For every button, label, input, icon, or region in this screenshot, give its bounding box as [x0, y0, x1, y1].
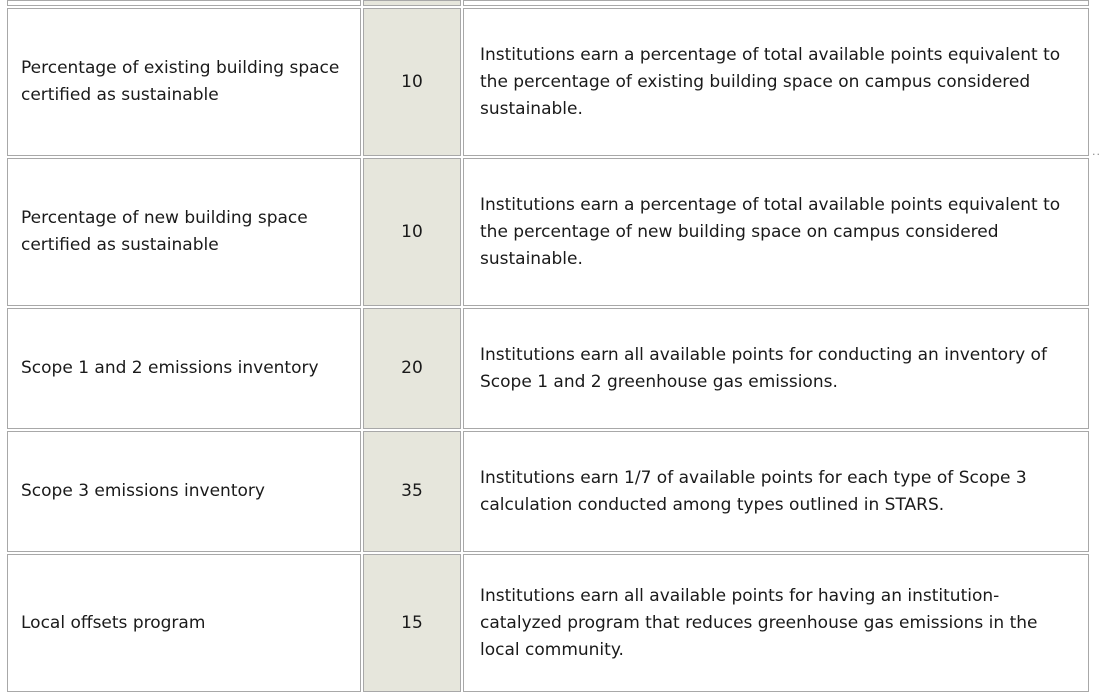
- description-text: Institutions earn all available points for conducting an inventory of Scope 1 and 2 greenhouse gas emissions.: [480, 344, 1047, 392]
- criterion-cell: [7, 308, 361, 429]
- description-cell: [463, 8, 1089, 156]
- criterion-cell: [7, 8, 361, 156]
- description-cell: [463, 0, 1089, 6]
- table-row: [6, 157, 1090, 307]
- points-cell: [363, 431, 461, 552]
- points-cell: [363, 0, 461, 6]
- points-value: 15: [401, 612, 423, 633]
- criterion-cell: [7, 554, 361, 692]
- scoring-table: [6, 0, 1090, 699]
- points-cell: [363, 554, 461, 692]
- description-cell: [463, 158, 1089, 306]
- table-row-partial-top: [6, 0, 1090, 7]
- criterion-text: Scope 3 emissions inventory: [21, 481, 265, 501]
- description-cell: [463, 308, 1089, 429]
- description-text: Institutions earn 1/7 of available points for each type of Scope 3 calculation conducted among types outlined in STARS.: [480, 467, 1027, 515]
- criterion-text: Local offsets program: [21, 612, 206, 633]
- description-text: Institutions earn a percentage of total available points equivalent to the percentage of new building space on campus considered sustainable.: [480, 194, 1061, 269]
- points-value: 35: [401, 481, 423, 501]
- description-cell: [463, 431, 1089, 552]
- table-row: [6, 430, 1090, 553]
- table-row: [6, 553, 1090, 693]
- description-text: Institutions earn all available points for having an institution-catalyzed program that reduces greenhouse gas emissions in the local community.: [480, 585, 1038, 660]
- edge-marker: ··: [1092, 148, 1101, 161]
- points-value: 20: [401, 358, 423, 378]
- description-text: Institutions earn a percentage of total available points equivalent to the percentage of existing building space on campus considered sustainable.: [480, 44, 1061, 119]
- criterion-text: Percentage of new building space certified as sustainable: [21, 208, 308, 255]
- table-row: [6, 307, 1090, 430]
- criterion-text: Percentage of existing building space certified as sustainable: [21, 58, 340, 105]
- criterion-cell: [7, 0, 361, 6]
- points-cell: [363, 8, 461, 156]
- points-cell: [363, 308, 461, 429]
- table-row: [6, 7, 1090, 157]
- criterion-cell: [7, 431, 361, 552]
- description-cell: [463, 554, 1089, 692]
- criterion-cell: [7, 158, 361, 306]
- criterion-text: Scope 1 and 2 emissions inventory: [21, 358, 319, 378]
- points-cell: [363, 158, 461, 306]
- points-value: 10: [401, 221, 423, 242]
- points-value: 10: [401, 71, 423, 92]
